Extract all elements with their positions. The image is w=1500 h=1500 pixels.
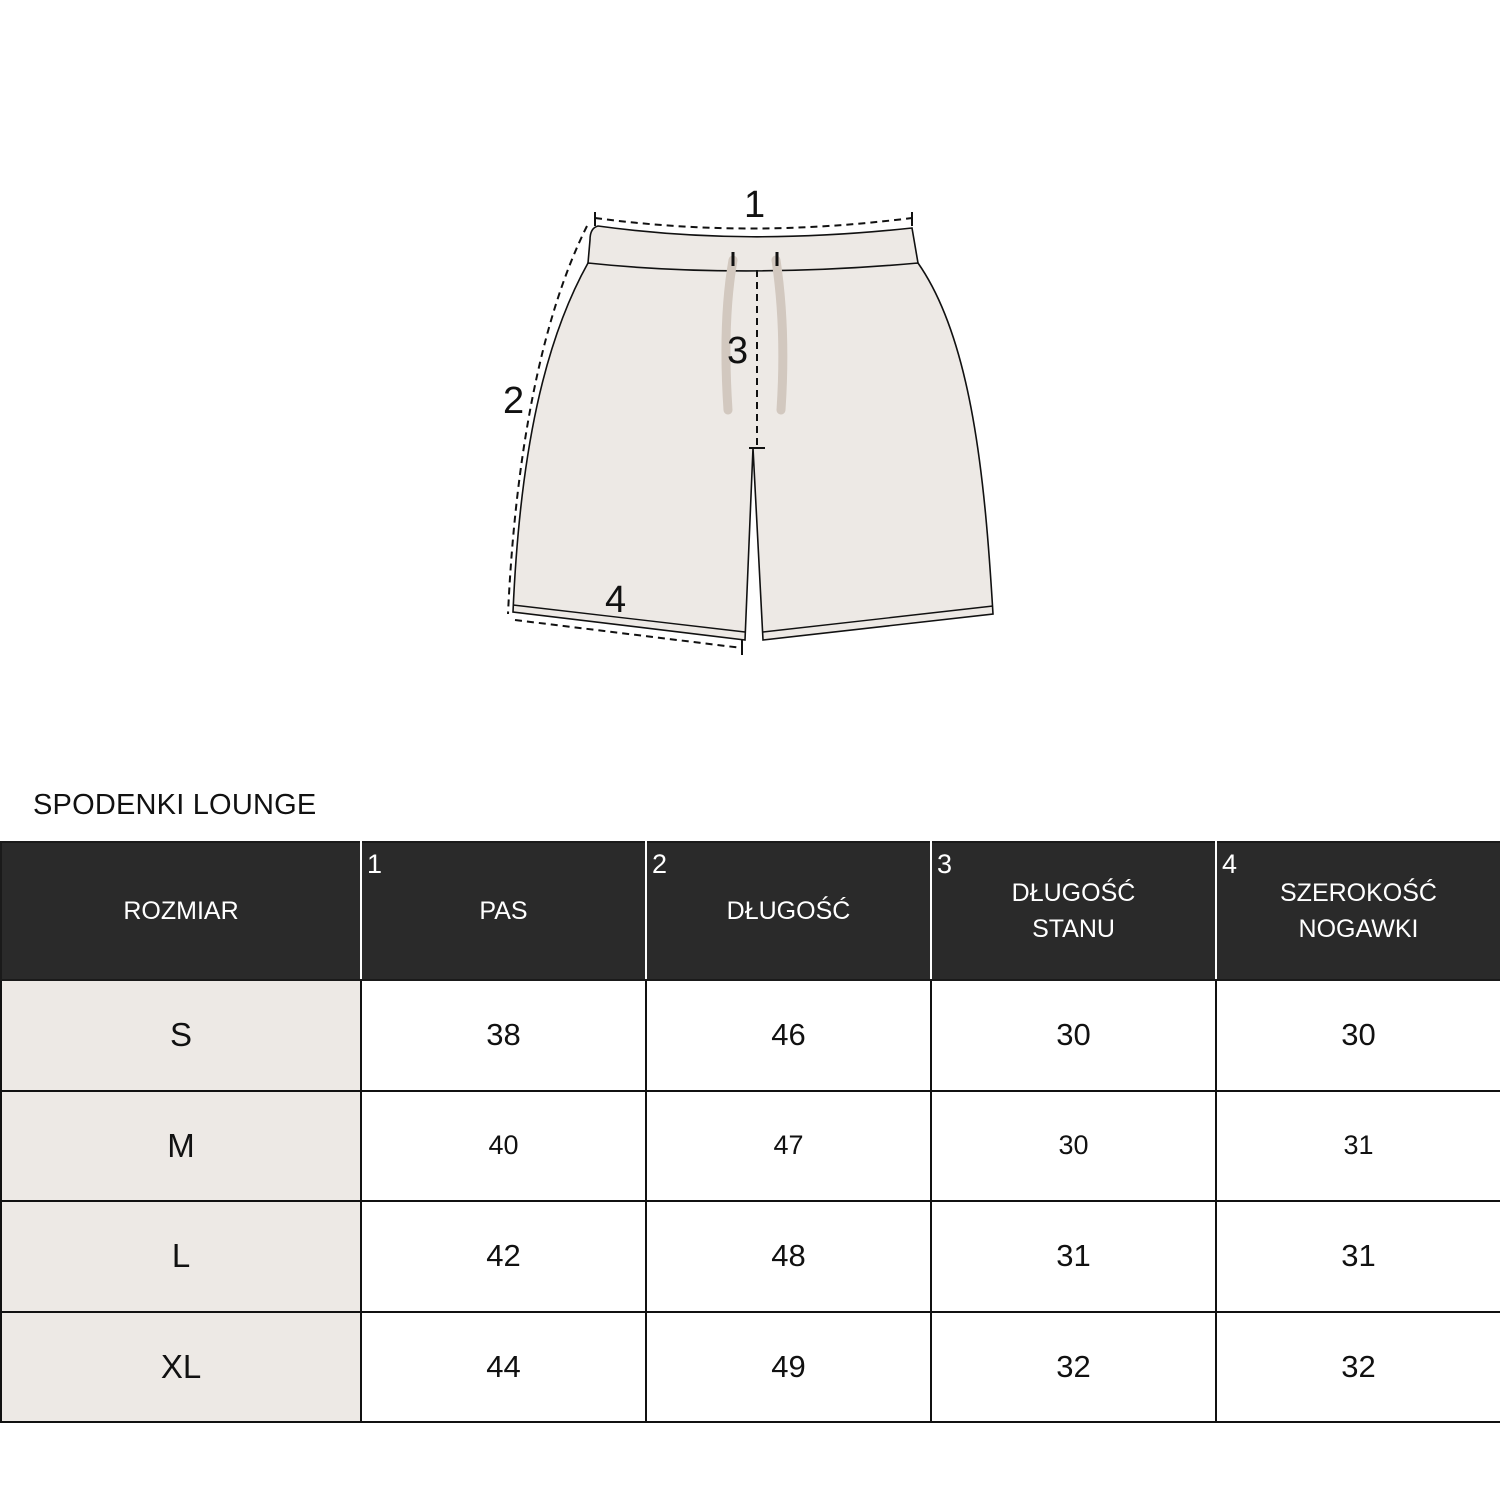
value-cell: 38	[361, 980, 646, 1091]
value-cell: 40	[361, 1091, 646, 1202]
shorts-body	[513, 263, 993, 640]
table-header-row	[1, 842, 1500, 980]
header-size: ROZMIAR	[1, 842, 361, 980]
shorts-diagram	[0, 0, 1500, 700]
table-title: SPODENKI LOUNGE	[33, 789, 317, 821]
value-cell: 30	[1216, 980, 1500, 1091]
size-table	[0, 841, 1500, 1423]
waistband	[588, 226, 918, 271]
value-cell: 32	[1216, 1312, 1500, 1423]
table-row	[1, 1201, 1500, 1312]
value-cell: 31	[931, 1201, 1216, 1312]
length-marker: 2	[503, 380, 525, 422]
rise-marker: 3	[727, 330, 749, 372]
value-cell: 30	[931, 1091, 1216, 1202]
header-rise: 3 DŁUGOŚĆ STANU	[931, 842, 1216, 980]
size-cell: S	[1, 980, 361, 1091]
table-row	[1, 980, 1500, 1091]
table-row	[1, 1312, 1500, 1423]
header-leg-width: 4 SZEROKOŚĆ NOGAWKI	[1216, 842, 1500, 980]
value-cell: 48	[646, 1201, 931, 1312]
header-waist: 1 PAS	[361, 842, 646, 980]
value-cell: 32	[931, 1312, 1216, 1423]
value-cell: 42	[361, 1201, 646, 1312]
waist-marker: 1	[744, 184, 766, 226]
leg-width-marker: 4	[605, 579, 627, 621]
value-cell: 30	[931, 980, 1216, 1091]
value-cell: 49	[646, 1312, 931, 1423]
size-cell: M	[1, 1091, 361, 1202]
table-row	[1, 1091, 1500, 1202]
value-cell: 44	[361, 1312, 646, 1423]
header-length: 2 DŁUGOŚĆ	[646, 842, 931, 980]
size-cell: L	[1, 1201, 361, 1312]
value-cell: 46	[646, 980, 931, 1091]
value-cell: 31	[1216, 1201, 1500, 1312]
value-cell: 31	[1216, 1091, 1500, 1202]
value-cell: 47	[646, 1091, 931, 1202]
size-cell: XL	[1, 1312, 361, 1423]
shorts-illustration-icon	[513, 226, 993, 640]
